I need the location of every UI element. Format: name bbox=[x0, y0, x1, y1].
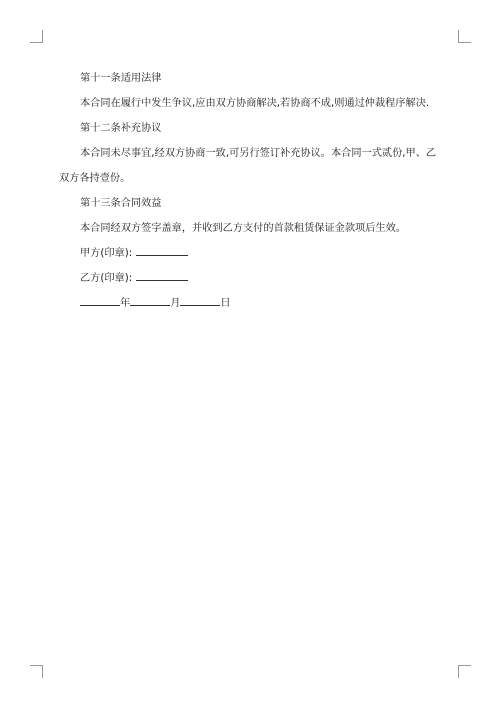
article-11-title: 第十一条适用法律 bbox=[80, 73, 162, 84]
party-a-label: 甲方(印章): bbox=[80, 248, 133, 259]
day-blank[interactable] bbox=[180, 295, 220, 306]
year-blank[interactable] bbox=[80, 295, 120, 306]
month-blank[interactable] bbox=[130, 295, 170, 306]
article-13-body: 本合同经双方签字盖章，并收到乙方支付的首款租赁保证金款项后生效。 bbox=[80, 223, 406, 234]
article-12-body: 本合同未尽事宜,经双方协商一致,可另行签订补充协议。本合同一式贰份,甲、乙双方各持壹份。 bbox=[59, 148, 437, 184]
crop-mark-top-left bbox=[30, 30, 43, 43]
party-b-signature-line bbox=[59, 266, 444, 291]
party-b-signature-blank[interactable] bbox=[136, 270, 188, 281]
crop-mark-bottom-right bbox=[458, 665, 471, 678]
month-label: 月 bbox=[170, 298, 181, 309]
party-a-signature-blank[interactable] bbox=[136, 245, 188, 256]
year-label: 年 bbox=[120, 298, 131, 309]
article-13-title: 第十三条合同效益 bbox=[80, 198, 162, 209]
crop-mark-bottom-left bbox=[30, 665, 43, 678]
party-a-signature-line bbox=[59, 241, 444, 266]
party-b-label: 乙方(印章): bbox=[80, 273, 133, 284]
document-body bbox=[59, 66, 444, 316]
article-12-title: 第十二条补充协议 bbox=[80, 123, 162, 134]
article-11-body: 本合同在履行中发生争议,应由双方协商解决,若协商不成,则通过仲裁程序解决. bbox=[80, 98, 430, 109]
day-label: 日 bbox=[220, 298, 231, 309]
date-line bbox=[59, 291, 444, 316]
crop-mark-top-right bbox=[458, 30, 471, 43]
